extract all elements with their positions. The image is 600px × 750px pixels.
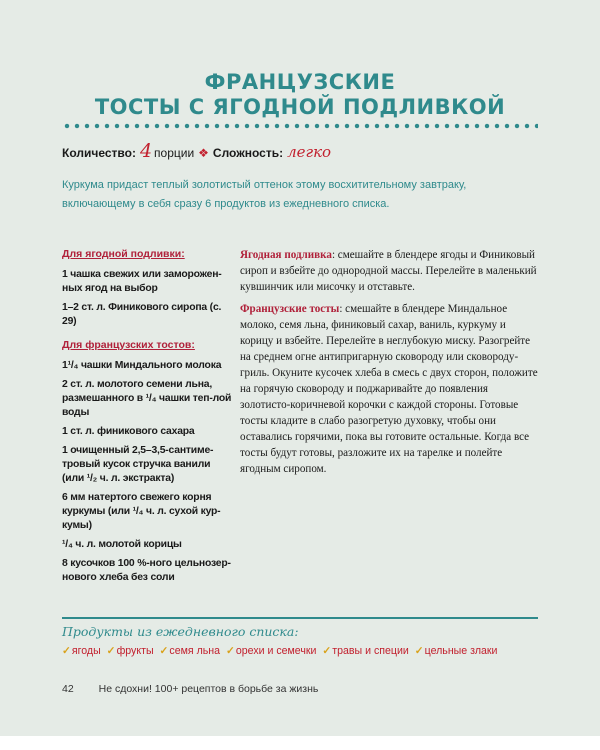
recipe-title-line-2: ТОСТЫ С ЯГОДНОЙ ПОДЛИВКОЙ [94, 95, 506, 119]
toast-instructions-label: Французские тосты [240, 303, 340, 315]
page-number: 42 [62, 683, 74, 695]
daily-list-tag [62, 645, 101, 657]
quantity-label: Количество: [62, 146, 136, 160]
checkmark-icon: ✓ [159, 645, 169, 657]
tag-label: фрукты [116, 645, 154, 657]
dotted-divider [62, 123, 538, 129]
sauce-ingredients-heading: Для ягодной подливки: [62, 248, 185, 260]
ingredient-item: 8 кусочков 100 %-ного цельнозер-нового хлеба без соли [62, 558, 231, 583]
daily-list-tag [107, 645, 154, 657]
daily-list-divider [62, 617, 538, 619]
quantity-unit: порции [154, 146, 195, 160]
sauce-instructions-label: Ягодная подливка [240, 249, 332, 261]
sauce-instructions [240, 247, 540, 295]
ingredient-item: 1 ст. л. финикового сахара [62, 426, 195, 437]
toast-instructions [240, 301, 540, 477]
difficulty-value: легко [287, 143, 332, 161]
ingredient-item: 1–2 ст. л. Финикового сиропа (с. 29) [62, 302, 222, 327]
sauce-instructions-text: : смешайте в блендере ягоды и Финиковый сироп и взбейте до однородной массы. Перелейте в маленький кувшинчик или мисочку и отставьте. [240, 249, 537, 293]
ingredient-item: ¹/₄ ч. л. молотой корицы [62, 539, 182, 550]
toast-ingredients-heading: Для французских тостов: [62, 339, 195, 351]
checkmark-icon: ✓ [414, 645, 424, 657]
daily-list-tags [62, 645, 542, 657]
ingredient-item: 2 ст. л. молотого семени льна, размешанного в ¹/₄ чашки теп-лой воды [62, 379, 232, 418]
recipe-meta [62, 140, 331, 162]
daily-list-tag [322, 645, 408, 657]
checkmark-icon: ✓ [106, 645, 116, 657]
recipe-title-line-1: ФРАНЦУЗСКИЕ [204, 70, 396, 94]
recipe-intro: Куркума придаст теплый золотистый оттенок этому восхитительному завтраку, включающему в себя сразу 6 продуктов из ежедневного списка. [62, 179, 467, 210]
difficulty-label: Сложность: [212, 146, 284, 160]
ingredient-item: 1 очищенный 2,5–3,5-сантиме-тровый кусок стручка ванили (или ¹/₂ ч. л. экстракта) [62, 445, 214, 484]
daily-list-tag [160, 645, 221, 657]
tag-label: орехи и семечки [235, 645, 317, 657]
checkmark-icon: ✓ [62, 645, 71, 657]
tag-label: цельные злаки [424, 645, 498, 657]
daily-list-tag [415, 645, 498, 657]
toast-instructions-text: : смешайте в блендере Миндальное молоко, семя льна, финиковый сахар, ваниль, куркуму и корицу и взбейте. Перелейте в неглубокую миску. Разогрейте на среднем огне антипригарную сковороду или сковороду-гриль. Окуните кусочек хлеба в смесь с двух сторон, положите на горячую сковороду и поджаривайте до появления золотисто-коричневой корочки с каждой стороны. Готовые тосты кладите в слабо разогретую духовку, чтобы они оставались горячими, пока вы готовите остальные. Когда все тосты будут готовы, разложите их на тарелке и полейте ягодным сиропом. [240, 303, 538, 475]
ingredient-item: 1¹/₄ чашки Миндального молока [62, 360, 222, 371]
tag-label: семя льна [169, 645, 221, 657]
checkmark-icon: ✓ [225, 645, 235, 657]
tag-label: ягоды [71, 645, 101, 657]
ingredient-item: 1 чашка свежих или заморожен-ных ягод на выбор [62, 269, 222, 294]
ingredient-item: 6 мм натертого свежего корня куркумы (или ¹/₄ ч. л. сухой кур-кумы) [62, 492, 221, 531]
page-footer [62, 683, 318, 695]
diamond-separator-icon: ❖ [198, 146, 209, 160]
ingredients-column [62, 248, 232, 590]
daily-list-title: Продукты из ежедневного списка: [62, 624, 299, 639]
instructions-column [240, 247, 540, 483]
tag-label: травы и специи [332, 645, 409, 657]
checkmark-icon: ✓ [322, 645, 332, 657]
book-title: Не сдохни! 100+ рецептов в борьбе за жизнь [98, 683, 319, 695]
daily-list-tag [226, 645, 316, 657]
quantity-value: 4 [139, 140, 153, 162]
